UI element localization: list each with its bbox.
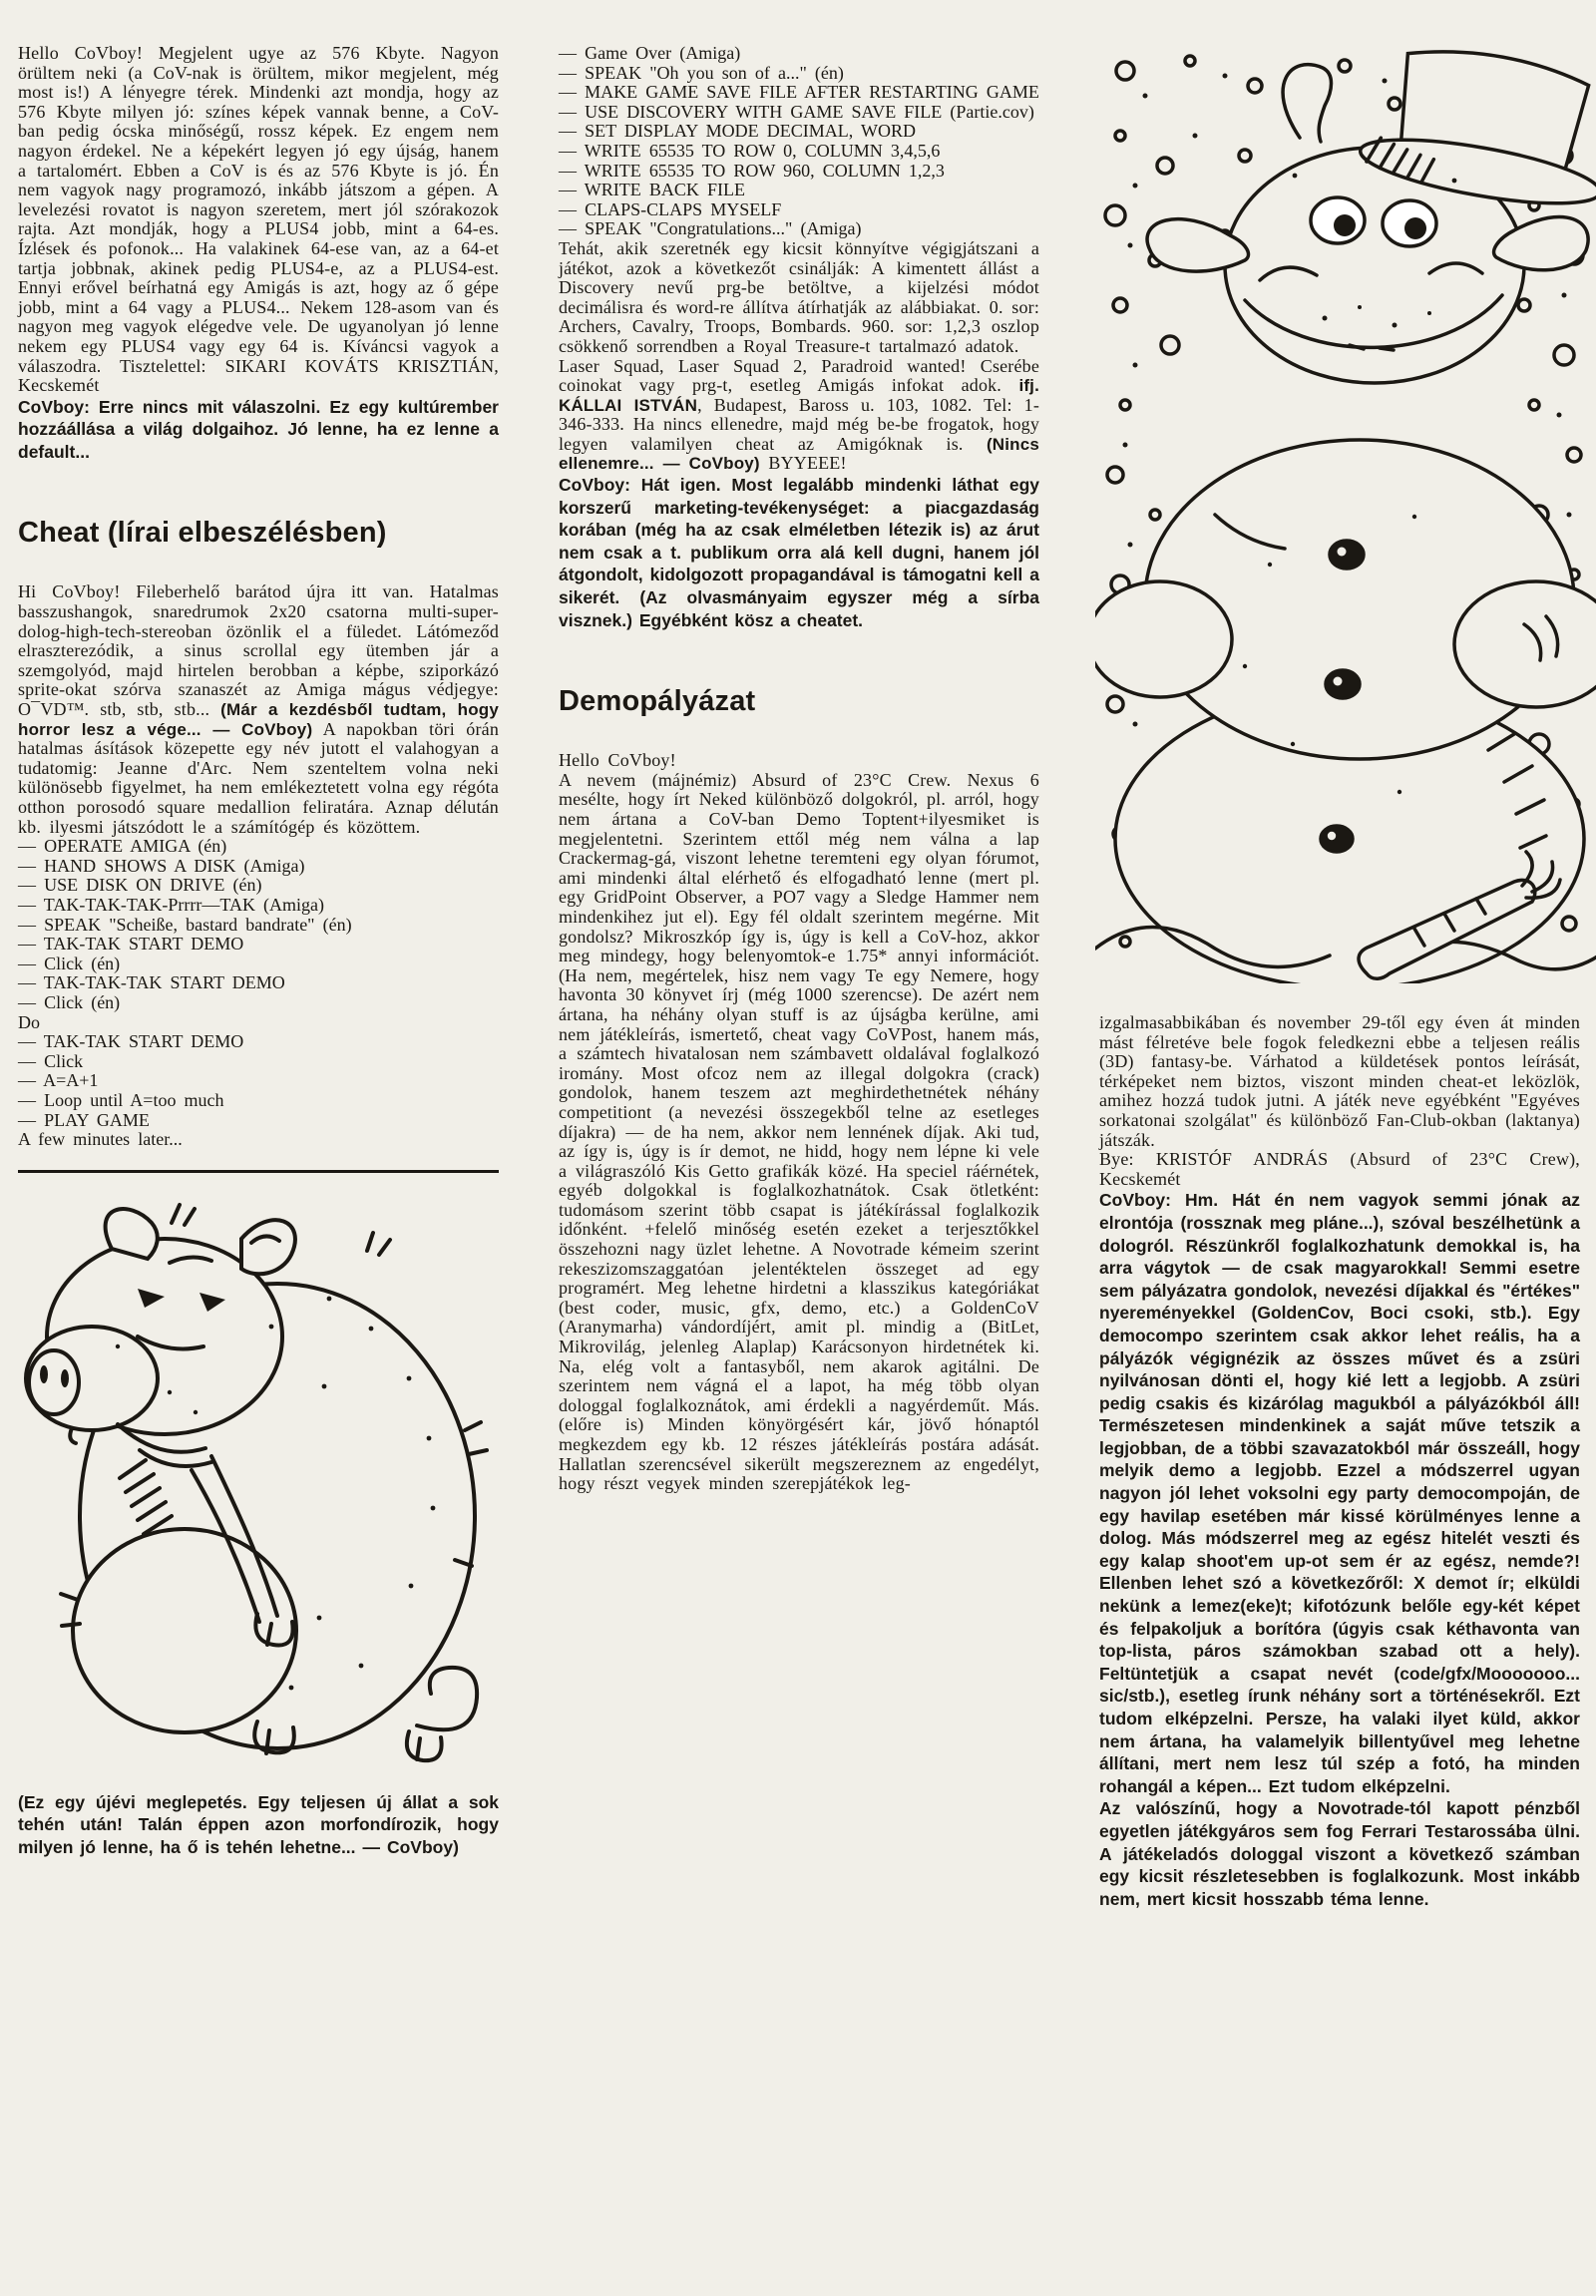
dialogue-line: — SPEAK "Oh you son of a..." (én) <box>559 62 844 83</box>
dialogue-line: — TAK-TAK START DEMO <box>18 934 244 955</box>
dialogue-line: — Click <box>18 1050 84 1071</box>
pig-caption: (Ez egy újévi meglepetés. Egy teljesen új állat a sok tehén után! Talán éppen azon morfondírozik, hogy milyen jó lenne, ha ő is tehén lehetne... — CoVboy) <box>18 1791 499 1857</box>
amiga-dialogue-list-1 <box>18 837 499 1150</box>
letter-author-name: ifj. KÁLLAI ISTVÁN <box>559 376 1039 415</box>
dialogue-line: — WRITE BACK FILE <box>559 180 745 200</box>
dialogue-line: — SPEAK "Scheiße, bastard bandrate" (én) <box>18 914 352 935</box>
dialogue-line: — A=A+1 <box>18 1070 99 1091</box>
cheat-letter-text-2: A napokban töri órán hatalmas ásítások közepette egy név jutott el valahogyan a tudatomig: Jeanne d'Arc. Nem szenteltem volna neki különösebb figyelmet, ha nem emlékeztetett volna egy régóta otthon porosodó square medallion feliratára. Aznap délután kb. ilyesmi játszódott le a számítógép és közöttem. <box>18 718 500 837</box>
column-2 <box>559 44 1039 1910</box>
reader-letter-sikari: Hello CoVboy! Megjelent ugye az 576 Kbyte. Nagyon örültem neki (a CoV-nak is örültem, mikor megjelent, még most is!) A lényegre térek. Mindenki azt mondja, hogy az 576 Kbyte milyen jó: színes képek vannak benne, a CoV-ban pedig ócska minőségű, rossz képek. Ez engem nem nagyon érdekel. Ne a képekért legyen jó egy újság, hanem a tartalomért. Ebben a CoV is és az 576 Kbyte is jó. Én nem vagyok nagy programozó, inkább játszom a gépen. A levelezési rovatot is nagyon szeretem, mert jól szórakozok rajta. Azt mondják, hogy a PLUS4 jobb, mint a 64-es. Ízlések és pofonok... Ha valakinek 64-ese van, az a 64-et tartja jobbnak, akinek pedig PLUS4-e, az a PLUS4-est. Ennyi erővel beírhatná egy Amigás is azt, hogy az ő gépe jobb, mint a 64 vagy a PLUS4... Nekem 128-asom van és nagyon meg vagyok elégedve vele. De ugyanolyan jó lenne nekem egy PLUS4 vagy egy 64 is. Kíváncsi vagyok a válaszodra. Tisztelettel: SIKARI KOVÁTS KRISZTIÁN, Kecskemét <box>18 43 499 396</box>
dialogue-line: — SPEAK "Congratulations..." (Amiga) <box>559 218 862 239</box>
section-heading-cheat: Cheat (lírai elbeszélésben) <box>18 517 387 550</box>
dialogue-line: — CLAPS-CLAPS MYSELF <box>559 198 782 219</box>
covboy-reply-3: CoVboy: Hm. Hát én nem vagyok semmi jónak az elrontója (rossznak meg pláne...), szóval beszélhetünk a dologról. Részünkről foglalkozhatunk demokkal is, ha arra vágytok — de csak magyarokkal! Semmi esetre sem pályázatra gondolok, nevezési díjakkal és "értékes" nyereményekkel (GoldenCov, Boci csoki, stb.). Egy democompo szerintem csak akkor lehet reális, ha a pályázók végignézik az összes művet és a zsüri nyilvánosan dönti el, hogy kié lett a legjobb. A zsüri pedig csakis és kizárólag magukból a pályázókból áll! Természetesen mindenkinek a saját műve tetszik a legjobban, de a többi szavazatokból már összeáll, hogy melyik demo a legjobb. Ezzel a módszerrel ugyan nagyon jól lehet voksolni egy party democompoján, de egy havilap esetében már kissé körülményes lenne a dolog. Más módszerrel meg az egész hitelét veszti és egy kalap shoot'em up-ot sem ér az egész, nemde?! Ellenben lehet szó a következőről: X demot ír; elküldi nekünk a lemez(eke)t; kifotózunk belőle egy-két képet és felpakoljuk a borítóra (úgyis csak kéthavonta van top-lista, páros számokban szabad ott a hely). Feltüntetjük a csapat nevét (code/gfx/Mooooooo... sic/stb.), esetleg írunk néhány sort a történésekről. Ezt tudom elképzelni. Persze, ha valaki ilyet küld, akkor nem ártana, ha valamelyik billentyűvel meg lehetne állítani, mert nem lesz túl szép a fotó, ha minden rohangál a képen... Ezt tudom elképzelni. <box>1099 1190 1580 1796</box>
dialogue-line: — WRITE 65535 TO ROW 0, COLUMN 3,4,5,6 <box>559 140 941 161</box>
dialogue-line: — Loop until A=too much <box>18 1089 224 1110</box>
dialogue-line: — OPERATE AMIGA (én) <box>18 836 227 857</box>
covboy-inline-remark: (Nincs ellenemre... — CoVboy) <box>559 434 1039 474</box>
reader-letter-kristof: izgalmasabbikában és november 29-től egy éven át minden mást félretéve bele fogok feledkezni ebbe a teljesen reális (3D) fantasy-be. Várhatod a küldetések pontos leírását, térképeket nem biztos, viszont minden cheat-et leközlök, amihez hozzá tudok jutni. A játék neve egyébként "Egyéves sorkatonai szolgálat" és különböző Fan-Club-okban (laktanya) játszák. <box>1099 1012 1580 1150</box>
covboy-reply-2: CoVboy: Hát igen. Most legalább mindenki láthat egy korszerű marketing-tevékenységet: a piacgazdaság korában (még ha az csak elméletben létezik is) az árut nem csak a t. publikum orra alá kell dugni, hanem jól átgondolt, kidolgozott propagandával is támogatni kell a sikerét. (Az olvasmányaim egyszer még a sírba visznek.) Egyébként kösz a cheatet. <box>559 475 1039 630</box>
cheat-explanation: Tehát, akik szeretnék egy kicsit könnyítve végigjátszani a játékot, azok a következőt csinálják: A kimentett állást a Discovery nevű prg-be betöltve, a kijelzési módot decimálisra és word-re állítva átírhatják az alábbiakat. 0. sor: Archers, Cavalry, Troops, Bombards. 960. sor: 1,2,3 oszlop csökkenő sorrendben a Royal Treasure-t tartalmazó adatok. <box>559 237 1040 356</box>
dialogue-line: — TAK-TAK-TAK START DEMO <box>18 972 285 993</box>
dialogue-line: — TAK-TAK START DEMO <box>18 1031 244 1052</box>
dialogue-line: — MAKE GAME SAVE FILE AFTER RESTARTING GAME <box>559 82 1039 103</box>
reader-letter-absurd: A nevem (májnémiz) Absurd of 23°C Crew. Nexus 6 mesélte, hogy írt Neked különböző dolgokról, pl. arról, hogy nem ártana a CoV-ban Demo Toptent+ilyesmiket is megjelentetni. Szerintem ettől még nem válna a lap Crackermag-gá, viszont lehetne teremteni egy olyan fórumot, ami mindenki által elérhető és elfogadható lenne (mert pl. egy GridPoint Observer, a PO7 vagy a Sledge Hammer nem mindenkihez jut el). Egy fél oldalt szerintem megérne. Mit gondolsz? Mikroszkóp így is, úgy is kell a CoV-hoz, akkor meg mindegy, hogy belenyomtok-e 1.75* annyi információt. (Ha nem, megértelek, hisz nem vagy Te egy Nemere, hogy havonta 30 könyvet írj (még 1000 szerencse). De azért nem ártana, ha néhány olyan stuff is az újságba kerülne, ami nem játékleírás, ismertető, cheat vagy CoVPost, hanem más, a számtech hivatalosan nem számbavett oldalával foglalkozó iromány. Most ofcoz nem az illegal dolgokra (crack) gondolok, hanem teszem azt meghirdethetnétek néhány competitiont (a nevezési összegekből telne az esetleges díjakra) — de ha nem, akkor nem lennének díjak. Aki tud, az így is, úgy is ír demot, ne hidd, hogy nem lépne ki vele a világraszóló Kis Getto grafikák közé. Ha speciel ráérnétek, egyéb dolgokkal is foglalkozhatnátok. Csak ötletként: tudomásom szerint több csapat is játékírással foglalkozik időnként. +felelő minőség esetén ezeket a terjesztőkkel összehozni nagy üzlet lehetne. A Novotrade kémeim szerint rekeszizomszaggatóan jelentéktelen összeget ad egy programért. Meg lehetne hirdetni a klasszikus kategóriákat (best coder, music, gfx, demo, etc.) a GoldenCoV (Aranymarha) vándordíjért, amit pl. mindig a (BitLet, Mikrovilág, jelenleg Alaplap) Karácsonyon hirdetnétek ki. Na, elég volt a fantasyből, nem akarok agitálni. De szerintem nem vágná el a lapot, ha még több olyan dologgal foglalkoznátok, ami érdekli a nagyérdeműt. Más. (előre is) Minden könyörgésért kár, jövő hónaptól megkezdem egy kb. 12 részes játékleírás postára adását. Hallatlan szerencsével sikerült megszereznem az engedélyt, hogy részt vegyek minden szerepjátékok leg- <box>559 769 1039 1494</box>
column-3 <box>1099 44 1580 1910</box>
covboy-reply-1: CoVboy: Erre nincs mit válaszolni. Ez egy kultúrember hozzáállása a világ dolgaihoz. Jó lenne, ha ez lenne a default... <box>18 396 499 462</box>
divider <box>18 1170 499 1173</box>
letter-greeting: Hello CoVboy! <box>559 750 676 771</box>
dialogue-line: — Click (én) <box>18 953 121 973</box>
cheat-letter-text: Hi CoVboy! Fileberhelő barátod újra itt van. Hatalmas basszushangok, snaredrumok 2x20 csatorna multi-super-dolog-high-tech-stereoban özönlik el a füledet. Látómeződ elraszterezódik, a sinus scrollal egy ütemben jár a szemgolyód, majd hirtelen berobban a képbe, sziporkázó sprite-okat szórva szanaszét az Amiga mágus védjegye: O¯VD™. stb, stb, stb... <box>18 581 499 720</box>
dialogue-line: — TAK-TAK-TAK-Prrrr—TAK (Amiga) <box>18 894 325 915</box>
pig-illustration <box>20 1187 499 1765</box>
dialogue-line: — Game Over (Amiga) <box>559 43 741 63</box>
dialogue-line: — USE DISK ON DRIVE (én) <box>18 875 262 896</box>
letter-text-3: BYYEEE! <box>759 453 847 474</box>
letter-signoff: Bye: KRISTÓF ANDRÁS (Absurd of 23°C Crew), Kecskemét <box>1099 1149 1580 1189</box>
covboy-inline-remark: (Már a kezdésből tudtam, hogy horror lesz a vége... — CoVboy) <box>18 700 499 739</box>
dialogue-line: — WRITE 65535 TO ROW 960, COLUMN 1,2,3 <box>559 160 945 181</box>
letter-text-2: , Budapest, Baross u. 103, 1082. Tel: 1-346-333. Ha nincs ellenedre, majd még be-be frogatok, hogy legyen valamilyen cheat az Amigóknak is. <box>559 394 1039 454</box>
amiga-dialogue-list-2 <box>559 44 1039 239</box>
dialogue-line: — USE DISCOVERY WITH GAME SAVE FILE (Partie.cov) <box>559 101 1034 122</box>
dialogue-line: — SET DISPLAY MODE DECIMAL, WORD <box>559 121 917 142</box>
dialogue-line: A few minutes later... <box>18 1129 183 1150</box>
reader-letter-kallai <box>559 357 1039 475</box>
section-heading-demopalyazat: Demopályázat <box>559 685 756 718</box>
cheat-letter-paragraph <box>18 582 499 837</box>
letter-text: Laser Squad, Laser Squad 2, Paradroid wanted! Cserébe coinokat vagy prg-t, esetleg Amigás infokat adok. <box>559 355 1039 396</box>
dialogue-line: Do <box>18 1011 40 1032</box>
snowman-cow-illustration <box>1095 46 1580 983</box>
dialogue-line: — PLAY GAME <box>18 1109 150 1130</box>
dialogue-line: — Click (én) <box>18 991 121 1012</box>
dialogue-line: — HAND SHOWS A DISK (Amiga) <box>18 855 305 876</box>
covboy-reply-3-continued: Az valószínű, hogy a Novotrade-tól kapott pénzből egyetlen játékgyáros sem fog Ferrari Testarossába ülni. A játékeladós dologgal viszont a következő számban egy kicsit részletesebben is foglalkozunk. Most inkább nem, mert kicsit hosszabb téma lenne. <box>1099 1798 1580 1909</box>
column-1 <box>18 44 499 1910</box>
